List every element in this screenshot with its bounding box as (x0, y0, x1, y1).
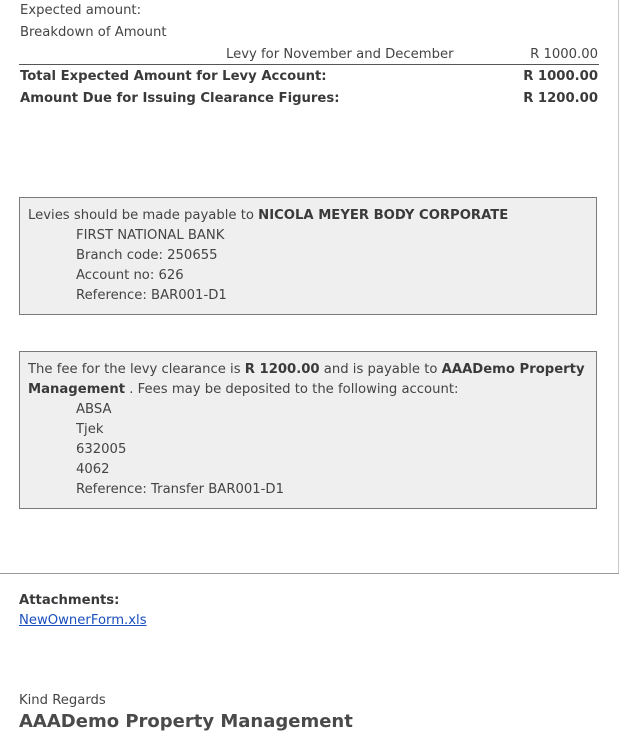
fee-account-no: 4062 (76, 462, 110, 477)
levy-intro: Levies should be made payable to (28, 208, 254, 223)
levy-account-no: Account no: 626 (76, 268, 184, 283)
kind-regards: Kind Regards (19, 693, 106, 708)
fee-after: . Fees may be deposited to the following account: (129, 382, 459, 397)
fee-branch-code: 632005 (76, 442, 127, 457)
signature-company: AAADemo Property Management (19, 711, 353, 732)
fee-intro: The fee for the levy clearance is (28, 362, 241, 377)
levy-branch-code: Branch code: 250655 (76, 248, 218, 263)
total-expected-amount: R 1000.00 (523, 69, 598, 84)
line-item-amount: R 1000.00 (530, 47, 598, 62)
fee-mid: and is payable to (323, 362, 438, 377)
fee-payment-box (19, 351, 597, 509)
attachments-label: Attachments: (19, 593, 120, 608)
amount-due-amount: R 1200.00 (523, 91, 598, 106)
line-item-description: Levy for November and December (226, 47, 454, 62)
fee-account-type: Tjek (76, 422, 104, 437)
breakdown-label: Breakdown of Amount (20, 25, 167, 40)
levy-payment-box (19, 197, 597, 315)
attachment-link[interactable]: NewOwnerForm.xls (19, 613, 147, 628)
fee-company: AAADemo Property Management (28, 362, 585, 397)
levy-payee: NICOLA MEYER BODY CORPORATE (258, 208, 509, 223)
total-expected-label: Total Expected Amount for Levy Account: (20, 69, 327, 84)
expected-amount-label: Expected amount: (20, 3, 142, 18)
amount-due-label: Amount Due for Issuing Clearance Figures: (20, 91, 340, 106)
section-divider (0, 573, 619, 574)
levy-bank: FIRST NATIONAL BANK (76, 228, 225, 243)
fee-bank: ABSA (76, 402, 112, 417)
fee-amount: R 1200.00 (244, 362, 320, 377)
totals-rule (19, 64, 599, 65)
fee-reference: Reference: Transfer BAR001-D1 (76, 482, 284, 497)
levy-reference: Reference: BAR001-D1 (76, 288, 227, 303)
right-border (618, 0, 619, 574)
fee-intro-line (28, 360, 588, 400)
levy-intro-line (28, 206, 588, 226)
